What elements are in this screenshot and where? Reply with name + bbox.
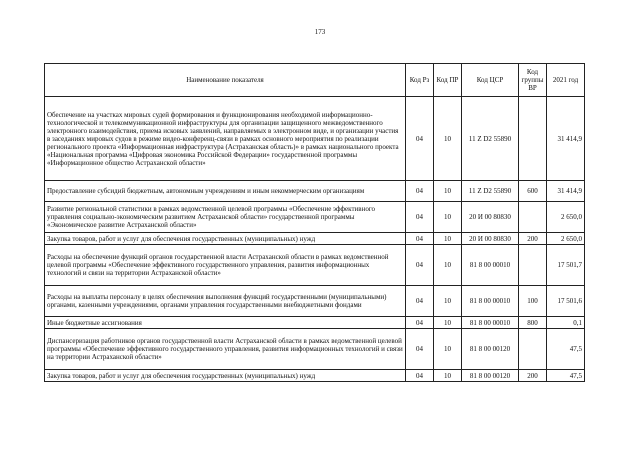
row-rz: 04 [406, 97, 434, 181]
row-rz: 04 [406, 329, 434, 370]
row-rz: 04 [406, 245, 434, 286]
row-rz: 04 [406, 233, 434, 245]
row-value: 31 414,9 [547, 181, 585, 202]
table-row [45, 370, 585, 382]
row-pr: 10 [434, 233, 462, 245]
row-value: 2 650,0 [547, 202, 585, 233]
row-value: 47,5 [547, 329, 585, 370]
row-csr: 81 8 00 00010 [462, 245, 519, 286]
row-name: Закупка товаров, работ и услуг для обеспечения государственных (муниципальных) нужд [45, 370, 406, 382]
row-name: Иные бюджетные ассигнования [45, 317, 406, 329]
row-pr: 10 [434, 317, 462, 329]
row-vr [519, 97, 547, 181]
row-csr: 11 Z D2 55890 [462, 181, 519, 202]
row-vr: 200 [519, 233, 547, 245]
row-name: Расходы на выплаты персоналу в целях обеспечения выполнения функций государственными (муниципальными) органами, казенными учреждениями, органами управления государственными внебюджетными фондами [45, 286, 406, 317]
row-vr: 100 [519, 286, 547, 317]
row-rz: 04 [406, 370, 434, 382]
row-name: Расходы на обеспечение функций органов государственной власти Астраханской области в рамках ведомственной целевой программы «Обеспечение эффективного государственного управления, развития информационных технологий и связи на территории Астраханской области» [45, 245, 406, 286]
row-pr: 10 [434, 245, 462, 286]
row-csr: 81 8 00 00010 [462, 286, 519, 317]
row-pr: 10 [434, 286, 462, 317]
row-rz: 04 [406, 286, 434, 317]
row-vr: 800 [519, 317, 547, 329]
header-pr: Код ПР [434, 64, 462, 97]
header-csr: Код ЦСР [462, 64, 519, 97]
row-value: 17 501,7 [547, 245, 585, 286]
budget-table [44, 63, 585, 382]
table-row [45, 202, 585, 233]
row-rz: 04 [406, 202, 434, 233]
row-value: 17 501,6 [547, 286, 585, 317]
table-header-row [45, 64, 585, 97]
table-row [45, 286, 585, 317]
header-rz: Код Рз [406, 64, 434, 97]
row-csr: 81 8 00 00120 [462, 329, 519, 370]
table-row [45, 329, 585, 370]
row-rz: 04 [406, 317, 434, 329]
table-row [45, 233, 585, 245]
row-name: Диспансеризация работников органов государственной власти Астраханской области в рамках ведомственной целевой программы «Обеспечение эффективного государственного управления, развития информационных технологий и связи на территории Астраханской области» [45, 329, 406, 370]
row-vr [519, 329, 547, 370]
row-csr: 11 Z D2 55890 [462, 97, 519, 181]
page-number: 173 [314, 28, 326, 36]
table-row [45, 181, 585, 202]
row-name: Развитие региональной статистики в рамках ведомственной целевой программы «Обеспечение эффективного управления социально-экономическим развитием Астраханской области» государственной программы «Экономическое развитие Астраханской области» [45, 202, 406, 233]
row-value: 47,5 [547, 370, 585, 382]
header-vr: Код группы ВР [519, 64, 547, 97]
row-pr: 10 [434, 97, 462, 181]
row-csr: 20 И 00 80830 [462, 233, 519, 245]
row-pr: 10 [434, 181, 462, 202]
header-name: Наименование показателя [45, 64, 406, 97]
row-value: 2 650,0 [547, 233, 585, 245]
row-csr: 81 8 00 00120 [462, 370, 519, 382]
row-name: Закупка товаров, работ и услуг для обеспечения государственных (муниципальных) нужд [45, 233, 406, 245]
row-pr: 10 [434, 370, 462, 382]
row-csr: 20 И 00 80830 [462, 202, 519, 233]
row-rz: 04 [406, 181, 434, 202]
table-row [45, 245, 585, 286]
row-vr [519, 245, 547, 286]
row-vr: 200 [519, 370, 547, 382]
row-vr [519, 202, 547, 233]
header-year: 2021 год [547, 64, 585, 97]
row-name: Обеспечение на участках мировых судей формирования и функционирования необходимой информационно-технологической и телекоммуникационной инфраструктуры для организации защищенного межведомственного электронного взаимодействия, приема исковых заявлений, направляемых в электронном виде, и организации участия в заседаниях мировых судов в режиме видео-конференц-связи в рамках основного мероприятия по реализации регионального проекта «Информационная инфраструктура (Астраханская область)» в рамках национального проекта «Национальная программа «Цифровая экономика Российской Федерации» государственной программы «Информационное общество Астраханской области» [45, 97, 406, 181]
row-pr: 10 [434, 329, 462, 370]
row-csr: 81 8 00 00010 [462, 317, 519, 329]
row-pr: 10 [434, 202, 462, 233]
table-row [45, 97, 585, 181]
row-value: 31 414,9 [547, 97, 585, 181]
row-name: Предоставление субсидий бюджетным, автономным учреждениям и иным некоммерческим организациям [45, 181, 406, 202]
row-value: 0,1 [547, 317, 585, 329]
row-vr: 600 [519, 181, 547, 202]
table-row [45, 317, 585, 329]
